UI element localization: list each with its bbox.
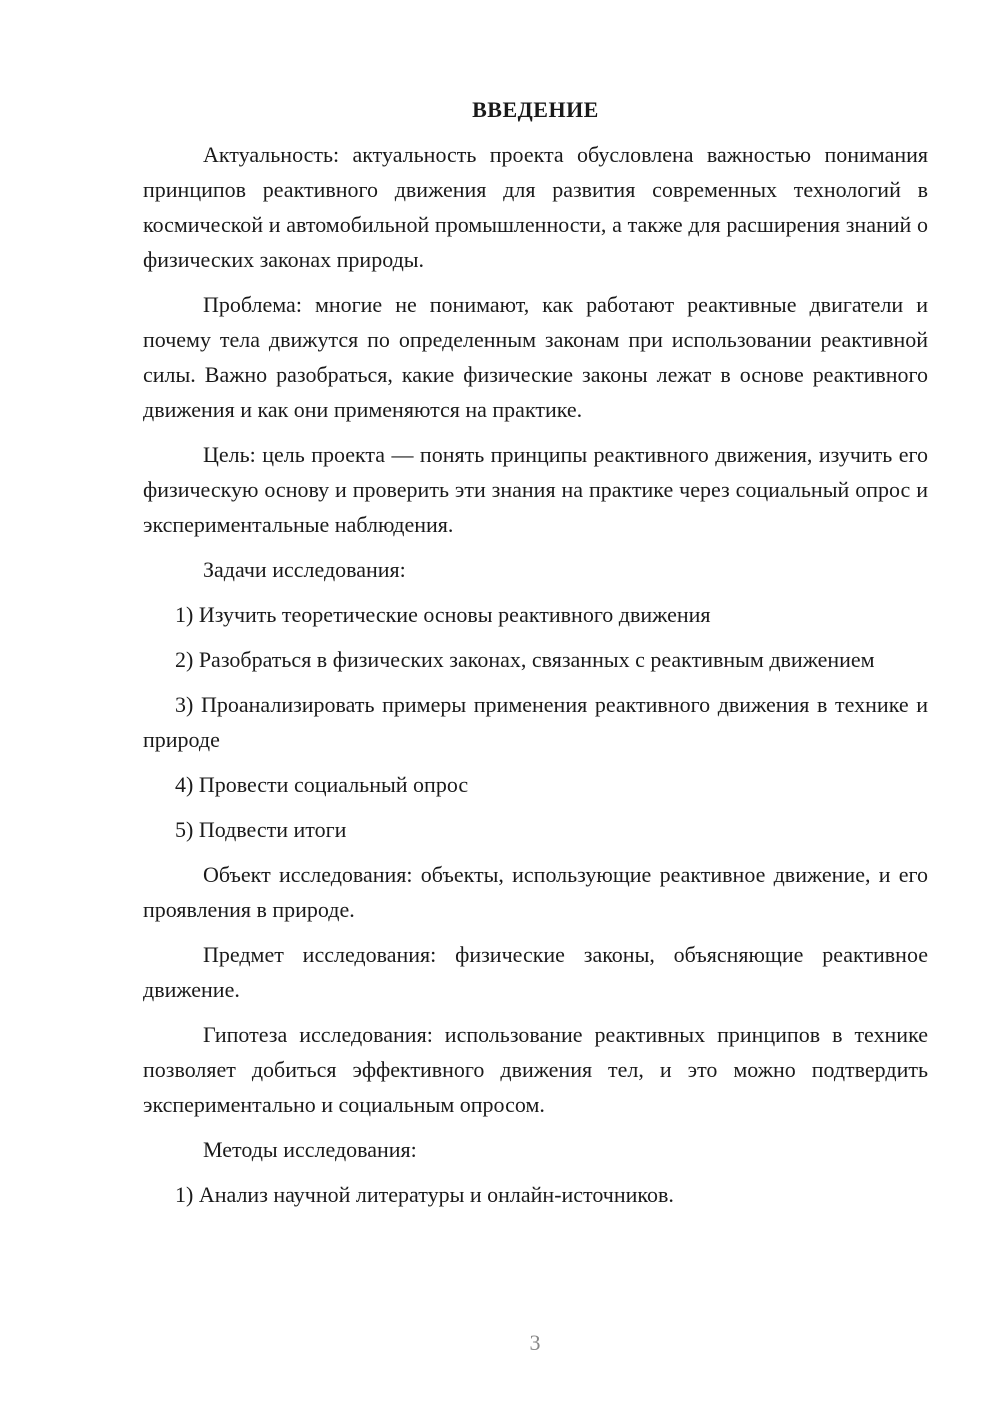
page-number: 3 [529,1330,541,1355]
task-item-4: 4) Провести социальный опрос [175,772,469,797]
task-item-3: 3) Проанализировать примеры применения реактивного движения в технике и природе [143,692,928,752]
tasks-title: Задачи исследования: [203,557,406,582]
section-heading: ВВЕДЕНИЕ [472,97,599,122]
goal-paragraph: Цель: цель проекта — понять принципы реактивного движения, изучить его физическую основу и проверить эти знания на практике через социальный опрос и экспериментальные наблюдения. [143,442,928,537]
hypothesis-paragraph: Гипотеза исследования: использование реактивных принципов в технике позволяет добиться эффективного движения тел, и это можно подтвердить экспериментально и социальным опросом. [143,1022,928,1117]
object-paragraph: Объект исследования: объекты, использующие реактивное движение, и его проявления в природе. [143,862,928,922]
task-item-2: 2) Разобраться в физических законах, связанных с реактивным движением [175,647,875,672]
problem-paragraph: Проблема: многие не понимают, как работают реактивные двигатели и почему тела движутся по определенным законам при использовании реактивной силы. Важно разобраться, какие физические законы лежат в основе реактивного движения и как они применяются на практике. [143,292,928,422]
methods-title: Методы исследования: [203,1137,417,1162]
task-item-5: 5) Подвести итоги [175,817,347,842]
subject-paragraph: Предмет исследования: физические законы, объясняющие реактивное движение. [143,942,928,1002]
method-item-1: 1) Анализ научной литературы и онлайн-источников. [175,1182,674,1207]
task-item-1: 1) Изучить теоретические основы реактивного движения [175,602,711,627]
relevance-paragraph: Актуальность: актуальность проекта обусловлена важностью понимания принципов реактивного движения для развития современных технологий в космической и автомобильной промышленности, а также для расширения знаний о физических законах природы. [143,142,928,272]
